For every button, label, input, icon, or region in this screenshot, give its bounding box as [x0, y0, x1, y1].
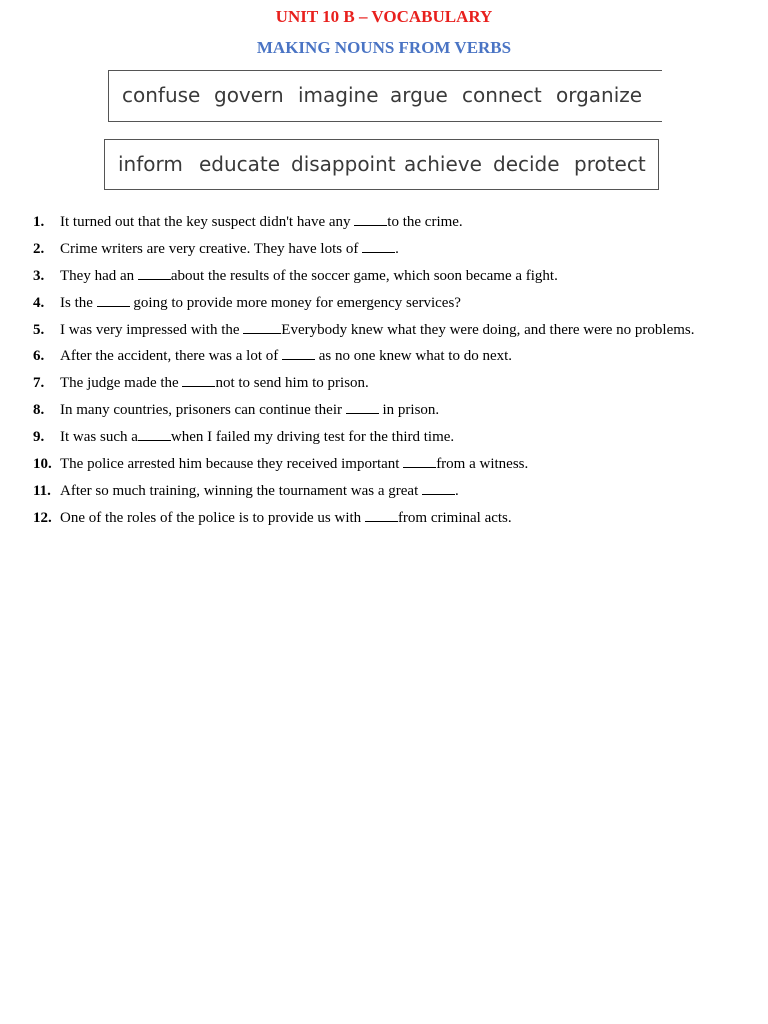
word-bank-word: imagine [298, 83, 379, 107]
question-number: 10. [33, 456, 52, 472]
question-text-before: I was very impressed with the [60, 322, 244, 338]
word-bank-word: confuse [122, 83, 201, 107]
word-bank-word: inform [118, 152, 183, 176]
question-item [33, 482, 459, 500]
question-text-after: when I failed my driving test for the third time. [170, 429, 455, 445]
question-item [33, 240, 399, 258]
question-number: 11. [33, 483, 51, 499]
question-text-before: It was such a [60, 429, 138, 445]
question-number: 1. [33, 214, 45, 230]
question-item [33, 267, 558, 285]
question-number: 9. [33, 429, 45, 445]
question-text-after: about the results of the soccer game, which soon became a fight. [170, 268, 558, 284]
question-number: 12. [33, 510, 52, 526]
question-text-after: from criminal acts. [397, 510, 512, 526]
question-number: 6. [33, 348, 45, 364]
answer-blank[interactable] [346, 401, 379, 414]
question-item [33, 428, 454, 446]
answer-blank[interactable] [138, 267, 171, 280]
question-item [33, 455, 528, 473]
question-item [33, 374, 369, 392]
word-bank-word: govern [214, 83, 284, 107]
question-text-after: not to send him to prison. [215, 375, 369, 391]
word-bank-word: protect [574, 152, 646, 176]
question-text-before: The judge made the [60, 375, 183, 391]
question-text-after: to the crime. [387, 214, 463, 230]
answer-blank[interactable] [365, 509, 398, 522]
question-text-before: It turned out that the key suspect didn't have any [60, 214, 355, 230]
question-text-before: After so much training, winning the tournament was a great [60, 483, 422, 499]
word-bank-word: connect [462, 83, 542, 107]
word-bank-1 [108, 70, 662, 122]
answer-blank[interactable] [97, 294, 130, 307]
question-text-after: from a witness. [436, 456, 529, 472]
question-text-before: After the accident, there was a lot of [60, 348, 282, 364]
question-text-after: Everybody knew what they were doing, and there were no problems. [281, 322, 695, 338]
question-item [33, 509, 512, 527]
word-bank-2 [104, 139, 659, 190]
question-number: 7. [33, 375, 45, 391]
answer-blank[interactable] [138, 428, 171, 441]
question-text-before: Is the [60, 295, 97, 311]
question-text-before: One of the roles of the police is to provide us with [60, 510, 365, 526]
question-item [33, 347, 512, 365]
question-text-after: . [455, 483, 459, 499]
question-text-before: They had an [60, 268, 138, 284]
word-bank-word: disappoint [291, 152, 396, 176]
answer-blank[interactable] [282, 347, 315, 360]
question-text-after: in prison. [378, 402, 440, 418]
answer-blank[interactable] [243, 321, 281, 334]
word-bank-word: argue [390, 83, 448, 107]
answer-blank[interactable] [422, 482, 455, 495]
question-number: 5. [33, 322, 45, 338]
question-text-after: going to provide more money for emergency services? [129, 295, 461, 311]
question-text-before: The police arrested him because they received important [60, 456, 404, 472]
question-item [33, 321, 695, 339]
question-number: 2. [33, 241, 45, 257]
answer-blank[interactable] [354, 213, 387, 226]
word-bank-word: educate [199, 152, 281, 176]
worksheet-title: UNIT 10 B – VOCABULARY [275, 7, 493, 26]
question-item [33, 213, 463, 231]
answer-blank[interactable] [403, 455, 436, 468]
worksheet-subtitle: MAKING NOUNS FROM VERBS [256, 38, 512, 57]
question-number: 3. [33, 268, 45, 284]
question-text-after: . [395, 241, 399, 257]
question-item [33, 294, 461, 312]
question-text-before: In many countries, prisoners can continue their [60, 402, 346, 418]
question-number: 4. [33, 295, 45, 311]
answer-blank[interactable] [182, 374, 215, 387]
question-text-before: Crime writers are very creative. They have lots of [60, 241, 363, 257]
question-text-after: as no one knew what to do next. [314, 348, 513, 364]
answer-blank[interactable] [362, 240, 395, 253]
word-bank-word: organize [556, 83, 643, 107]
word-bank-word: decide [493, 152, 560, 176]
word-bank-word: achieve [404, 152, 482, 176]
question-number: 8. [33, 402, 45, 418]
question-item [33, 401, 439, 419]
